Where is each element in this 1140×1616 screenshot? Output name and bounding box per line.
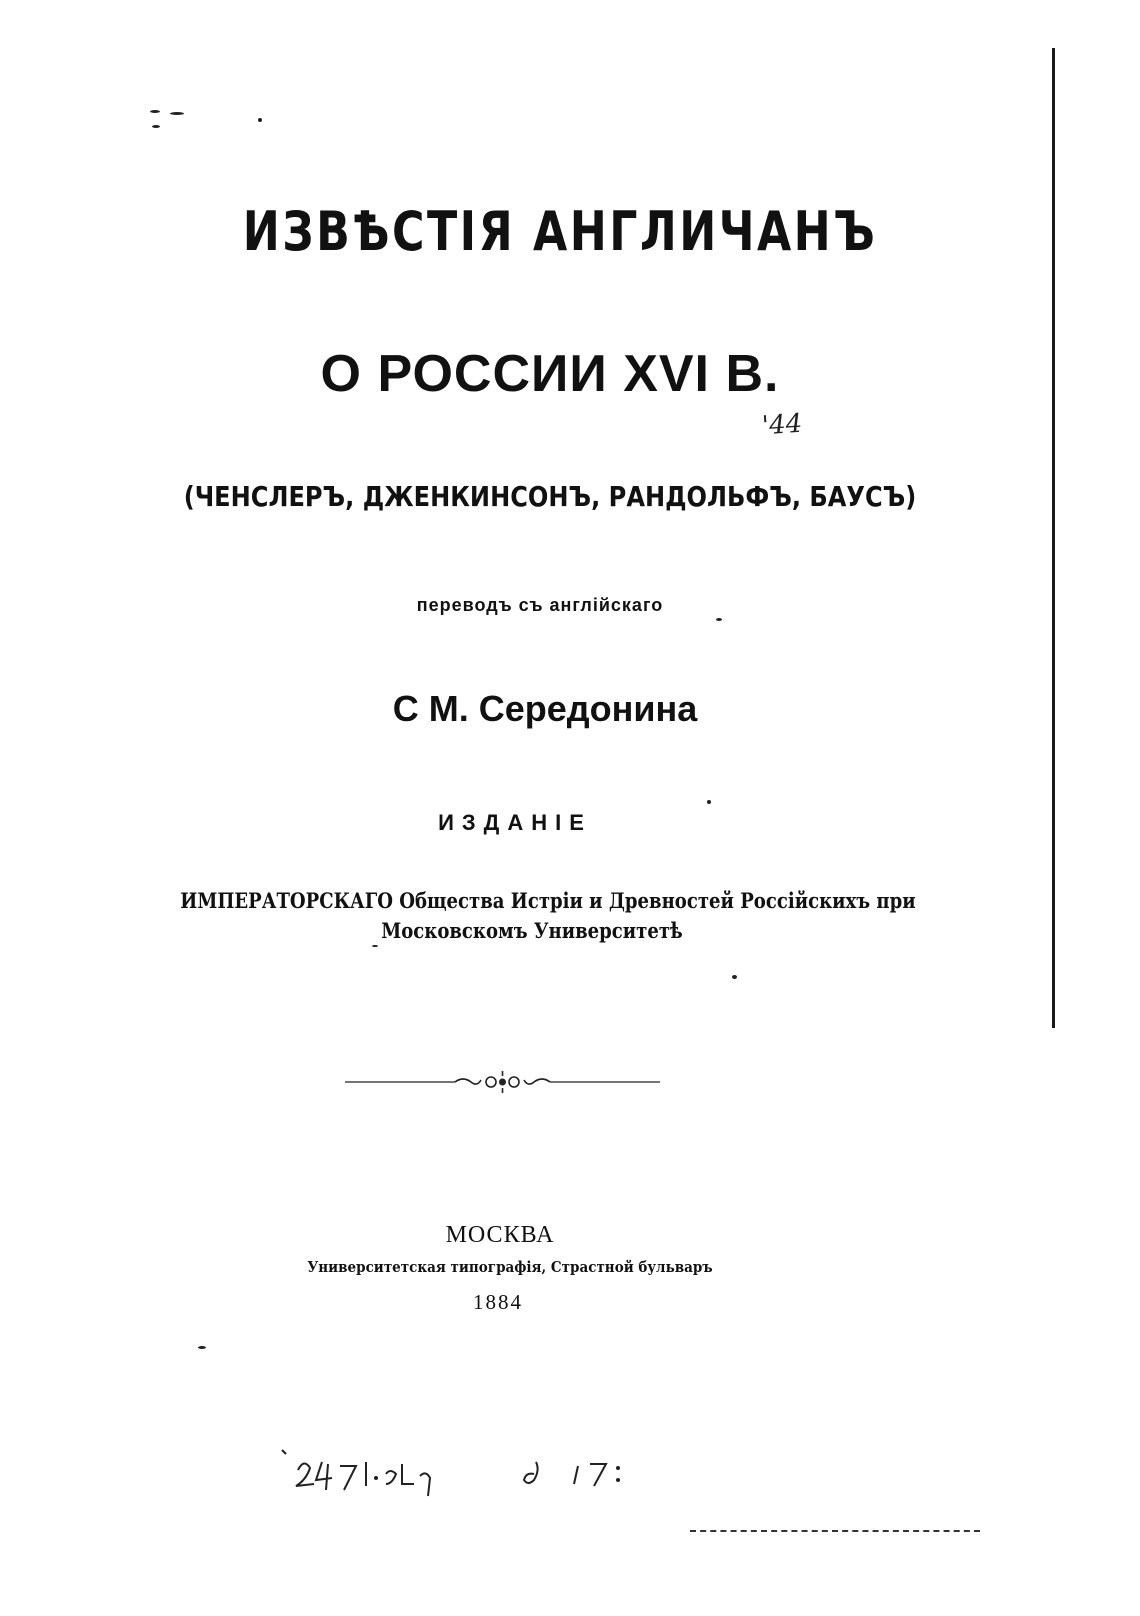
translation-note: переводъ съ англійскаго: [416, 595, 664, 615]
publisher-society-line-1: ИМПЕРАТОРСКАГО Общества Истріи и Древностей Россійскихъ при: [180, 888, 916, 913]
printing-house: Университетская типографія, Страстной бульваръ: [307, 1258, 713, 1276]
book-title-line-1: ИЗВѢСТІЯ АНГЛИЧАНЪ: [242, 200, 878, 263]
scan-speck: [152, 125, 160, 128]
scan-speck: [716, 618, 722, 621]
ornament-divider-icon: [345, 1068, 660, 1096]
book-title-line-2: О РОССИИ XVI В.: [320, 345, 780, 403]
scan-speck: [198, 1346, 206, 1349]
edition-label: ИЗДАНІЕ: [438, 810, 592, 835]
handwritten-inventory-number-icon: [278, 1440, 678, 1510]
scan-speck: [258, 118, 262, 122]
publication-city: МОСКВА: [445, 1222, 555, 1248]
publisher-society-line-2: Московскомъ Университетѣ: [381, 918, 683, 943]
publication-year: 1884: [473, 1290, 523, 1314]
scan-speck: [707, 800, 711, 804]
scan-speck: [732, 975, 737, 979]
scan-speck: [150, 110, 160, 113]
bottom-edge-line: [690, 1530, 980, 1532]
scan-speck: [372, 945, 378, 947]
page-edge-line: [1052, 48, 1055, 1028]
translator-name: С М. Середонина: [392, 688, 698, 729]
authors-line: (ЧЕНСЛЕРЪ, ДЖЕНКИНСОНЪ, РАНДОЛЬФЪ, БАУСЪ): [183, 480, 917, 513]
scan-speck: [170, 112, 184, 115]
handwritten-shelf-mark: '44: [761, 408, 804, 442]
